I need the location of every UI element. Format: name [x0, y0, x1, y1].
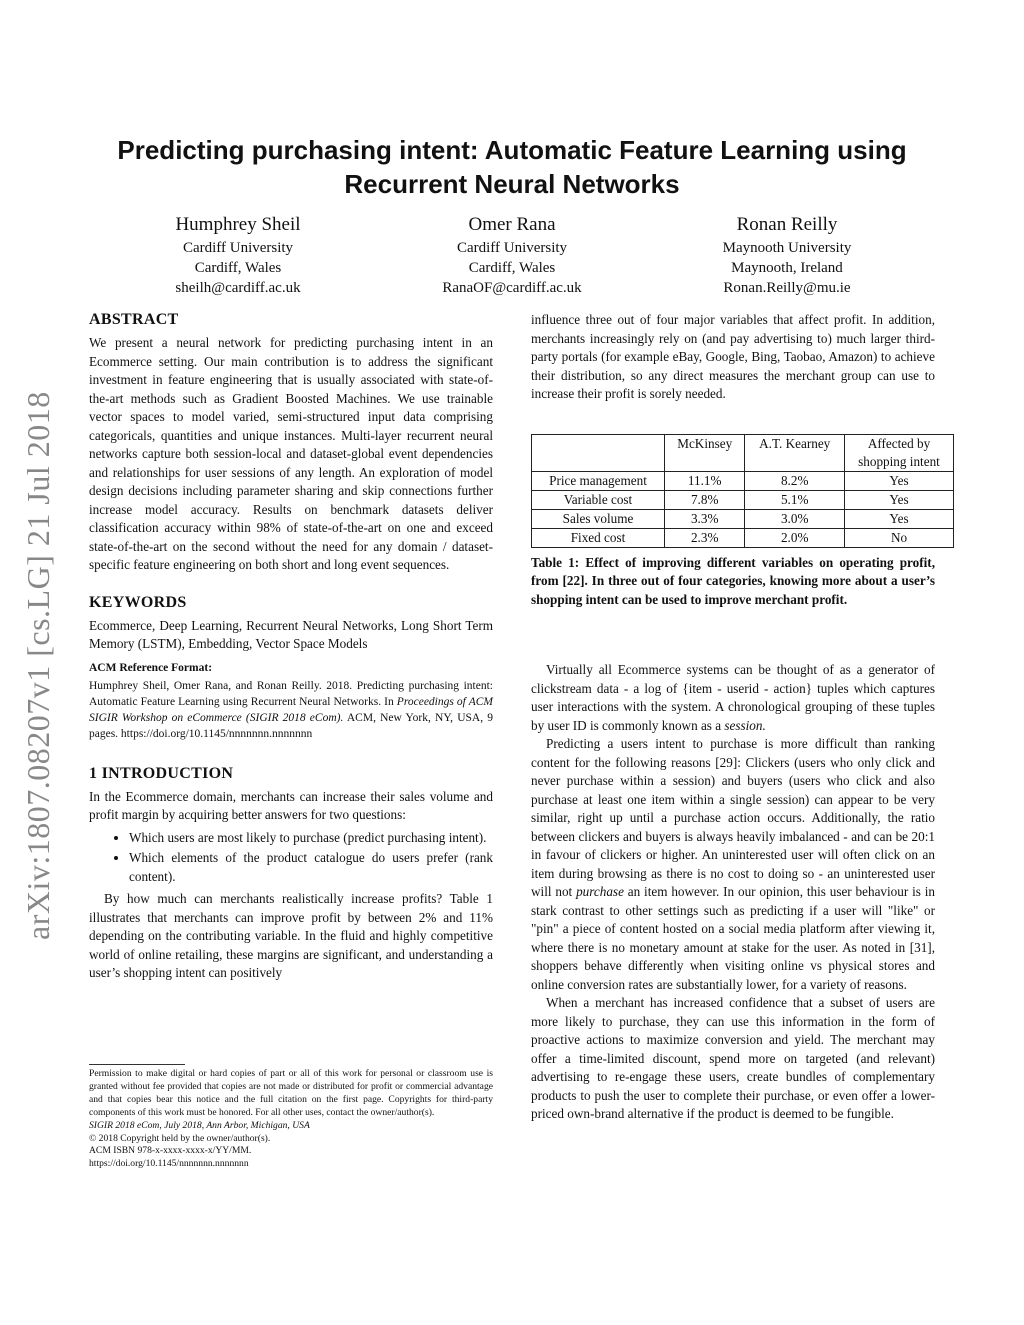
table-row [532, 490, 954, 509]
intro-bullet-list [89, 829, 493, 887]
abstract-heading: ABSTRACT [89, 311, 179, 328]
right-column [531, 311, 940, 1124]
footnote-doi: https://doi.org/10.1145/nnnnnnn.nnnnnnn [89, 1158, 249, 1170]
right-paragraph-1: influence three out of four major variables that affect profit. In addition, merchants increasingly rely on (and pay advertising to) much larger third-party portals (for example eBay, Google, Bing, Taobao, Amazon) to achieve their distribution, so any direct measures the merchant group can use to increase their profit is sorely needed. [531, 312, 935, 401]
footnote-permission: Permission to make digital or hard copies of part or all of this work for personal or classroom use is granted without fee provided that copies are not made or distributed for profit or commercial advantage and that copies bear this notice and the full citation on the first page. Copyrights for third-party components of this work must be honored. For all other uses, contact the owner/author(s). [89, 1068, 493, 1118]
right-paragraph-2 [531, 661, 935, 735]
table-cell: 3.3% [665, 509, 745, 528]
table-cell: Yes [845, 509, 954, 528]
table-cell: Yes [845, 471, 954, 490]
acm-ref-text [89, 678, 493, 742]
session-emphasis: session. [724, 717, 766, 733]
left-column [89, 310, 493, 983]
table-row [532, 528, 954, 547]
table-cell: Fixed cost [532, 528, 665, 547]
author-location: Cardiff, Wales [468, 260, 556, 276]
intro-heading: 1 INTRODUCTION [89, 764, 234, 782]
right-paragraph-3-text-a: Predicting a users intent to purchase is more difficult than ranking content for the following reasons [29]: Clickers (users who only click and never purchase within a session) and buyers (users who click and also purchase at least one item within a single session) can appear to be very similar, right up until a purchase action occurs. Additionally, the ratio between clickers and buyers is always heavily imbalanced - and can be 20:1 in favour of clickers or higher. An uninterested user will often click on an item during browsing as there is no cost to doing so - an uninterested user will not [531, 736, 935, 899]
author-email: RanaOF@cardiff.ac.uk [442, 280, 582, 296]
author-block-3 [657, 212, 917, 298]
author-location: Maynooth, Ireland [731, 260, 843, 276]
paper-title [60, 133, 964, 201]
table-header-row [532, 434, 954, 471]
footnote [89, 1068, 493, 1171]
table-cell: 11.1% [665, 471, 745, 490]
table-cell: 5.1% [745, 490, 845, 509]
table-cell: 8.2% [745, 471, 845, 490]
title-line-1: Predicting purchasing intent: Automatic Feature Learning using [117, 135, 907, 165]
keywords-heading: KEYWORDS [89, 593, 187, 611]
arxiv-stamp: arXiv:1807.08207v1 [cs.LG] 21 Jul 2018 [20, 391, 56, 940]
footnote-venue: SIGIR 2018 eCom, July 2018, Ann Arbor, Michigan, USA [89, 1119, 310, 1131]
table-header-cell: Affected by shopping intent [845, 434, 954, 471]
table-cell: 7.8% [665, 490, 745, 509]
right-paragraph-2-text: Virtually all Ecommerce systems can be thought of as a generator of clickstream data - a log of {item - userid - action} tuples which captures user interactions with the system. A chronological grouping of these tuples by user ID is commonly known as a [531, 662, 935, 733]
table-caption: Table 1: Effect of improving different variables on operating profit, from [22]. In three out of four categories, knowing more about a user’s shopping intent can be used to improve merchant profit. [531, 554, 935, 607]
acm-ref-line-1: Humphrey Sheil, Omer Rana, and Ronan Reilly. 2018. Predicting purchasing intent: Automatic Feature Learning using Recurrent Neural Networks. In [89, 679, 493, 708]
author-affiliation: Cardiff University [456, 240, 568, 256]
table-cell: 3.0% [745, 509, 845, 528]
abstract-text: We present a neural network for predicting purchasing intent in an Ecommerce setting. Our main contribution is to address the significant investment in feature engineering that is usually associated with state-of-the-art methods such as Gradient Boosted Machines. We use trainable vector spaces to model varied, semi-structured input data comprising categoricals, quantities and unique instances. Multi-layer recurrent neural networks capture both session-local and dataset-global event dependencies and relationships for user sessions of any length. An exploration of model design decisions including parameter sharing and skip connections further increase model accuracy. Results on benchmark datasets deliver classification accuracy within 98% of state-of-the-art on one and exceed state-of-the-art on the second without the need for any domain / dataset-specific feature engineering on both short and long event sequences. [89, 335, 493, 572]
footnote-isbn: ACM ISBN 978-x-xxxx-xxxx-x/YY/MM. [89, 1145, 252, 1157]
table-header-cell [532, 434, 665, 471]
keywords-text: Ecommerce, Deep Learning, Recurrent Neural Networks, Long Short Term Memory (LSTM), Embedding, Vector Space Models [89, 617, 493, 651]
table-cell: Variable cost [532, 490, 665, 509]
acm-ref-heading: ACM Reference Format: [89, 661, 213, 674]
table-cell: 2.3% [665, 528, 745, 547]
title-line-2: Recurrent Neural Networks [344, 169, 680, 199]
right-paragraph-4: When a merchant has increased confidence that a subset of users are more likely to purchase, they can use this information in the form of proactive actions to maximize conversion and yield. The merchant may offer a time-limited discount, spend more on targeted (and relevant) advertising to re-engage these users, create bundles of complementary products to push the user to complete their purchase, or even offer a lower-priced own-brand alternative if the product is deemed to be fungible. [531, 995, 935, 1121]
table-cell: Yes [845, 490, 954, 509]
table-header-cell: McKinsey [665, 434, 745, 471]
right-paragraph-3-text-b: an item however. In our opinion, this user behaviour is in stark contrast to other settings such as predicting if a user will "like" or "pin" a piece of content hosted on a social media platform after viewing it, where there is no monetary amount at stake for the user. As noted in [31], shoppers behave differently when visiting online vs physical stores and online conversion rates are substantially lower, for a variety of reasons. [531, 884, 936, 992]
table-header-cell: A.T. Kearney [745, 434, 845, 471]
author-affiliation: Cardiff University [182, 240, 294, 256]
author-block-1 [108, 212, 368, 298]
list-item: • Which elements of the product catalogue do users prefer (rank content). [129, 849, 493, 886]
intro-paragraph-1: In the Ecommerce domain, merchants can increase their sales volume and profit margin by acquiring better answers for two questions: [89, 788, 493, 822]
footnote-rule [89, 1064, 185, 1065]
table-cell: 2.0% [745, 528, 845, 547]
intro-paragraph-2: By how much can merchants realistically increase profits? Table 1 illustrates that merchants can improve profit by between 2% and 11% depending on the contributing variable. In the fluid and highly competitive world of online retailing, these margins are significant, and understanding a user’s shopping intent can positively [89, 891, 493, 980]
author-name: Ronan Reilly [736, 214, 838, 235]
table-1 [531, 434, 954, 548]
right-paragraph-3 [531, 735, 935, 994]
footnote-copyright: © 2018 Copyright held by the owner/author(s). [89, 1132, 271, 1144]
author-name: Omer Rana [468, 214, 556, 235]
author-email: sheilh@cardiff.ac.uk [175, 280, 301, 296]
author-location: Cardiff, Wales [194, 260, 282, 276]
table-row [532, 471, 954, 490]
table-cell: No [845, 528, 954, 547]
author-name: Humphrey Sheil [175, 214, 301, 235]
table-row [532, 509, 954, 528]
author-block-2 [382, 212, 642, 298]
author-affiliation: Maynooth University [722, 240, 852, 256]
table-cell: Sales volume [532, 509, 665, 528]
purchase-emphasis: purchase [576, 884, 624, 899]
author-email: Ronan.Reilly@mu.ie [723, 280, 851, 296]
table-cell: Price management [532, 471, 665, 490]
list-item: • Which users are most likely to purchase (predict purchasing intent). [129, 829, 493, 848]
acm-ref-line-2: ACM, New York, NY, USA, 9 pages. https://doi.org/10.1145/nnnnnnn.nnnnnnn [89, 711, 493, 740]
acm-ref-venue: Proceedings of ACM SIGIR Workshop on eCommerce (SIGIR 2018 eCom). [89, 695, 493, 724]
